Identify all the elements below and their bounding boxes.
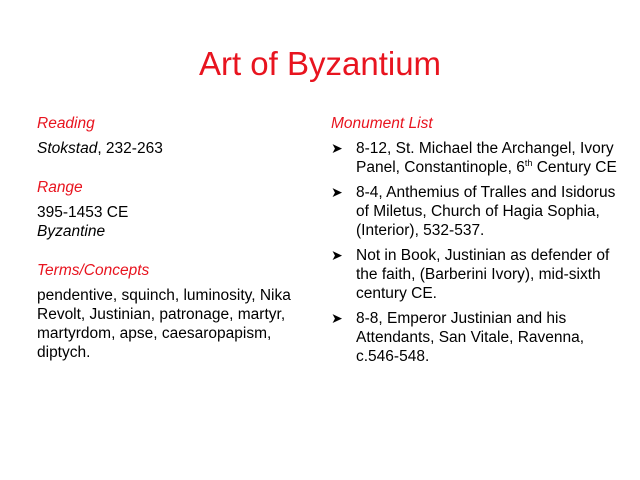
reading-section	[37, 114, 317, 158]
arrow-bullet-icon: ➤	[331, 310, 343, 326]
terms-text: pendentive, squinch, luminosity, Nika Revolt, Justinian, patronage, martyr, martyrdom, apse, caesaropapism, diptych.	[37, 287, 291, 361]
monument-item-text	[356, 140, 617, 176]
range-label: Range	[37, 179, 83, 196]
range-years: 395-1453 CE	[37, 204, 129, 221]
monument-item-text: 8-4, Anthemius of Tralles and Isidorus of Miletus, Church of Hagia Sophia, (Interior), 532-537.	[356, 184, 616, 239]
slide-title: Art of Byzantium	[198, 45, 442, 82]
reading-source: Stokstad	[37, 140, 98, 157]
monument-item	[331, 183, 631, 240]
terms-label: Terms/Concepts	[37, 262, 150, 279]
reading-label: Reading	[37, 115, 95, 132]
monument-item-text-main: 8-12, St. Michael the Archangel, Ivory Panel, Constantinople, 6	[356, 140, 614, 176]
reading-citation	[37, 139, 317, 158]
range-name: Byzantine	[37, 223, 106, 240]
monument-item-text: 8-8, Emperor Justinian and his Attendants, San Vitale, Ravenna, c.546-548.	[356, 310, 585, 365]
monument-item-text: Not in Book, Justinian as defender of the faith, (Barberini Ivory), mid-sixth century CE.	[356, 247, 610, 302]
monument-item	[331, 309, 631, 366]
left-column	[37, 114, 317, 382]
terms-section	[37, 261, 317, 362]
monument-item	[331, 246, 631, 303]
monument-item-superscript: th	[524, 157, 533, 168]
reading-pages: , 232-263	[97, 140, 163, 157]
monument-item-text-end: Century CE	[532, 159, 617, 176]
arrow-bullet-icon: ➤	[331, 140, 343, 156]
right-column	[331, 114, 631, 372]
arrow-bullet-icon: ➤	[331, 184, 343, 200]
arrow-bullet-icon: ➤	[331, 247, 343, 263]
monument-item	[331, 139, 631, 177]
monument-list	[331, 139, 631, 366]
monument-list-label: Monument List	[331, 115, 433, 132]
range-section	[37, 178, 317, 241]
